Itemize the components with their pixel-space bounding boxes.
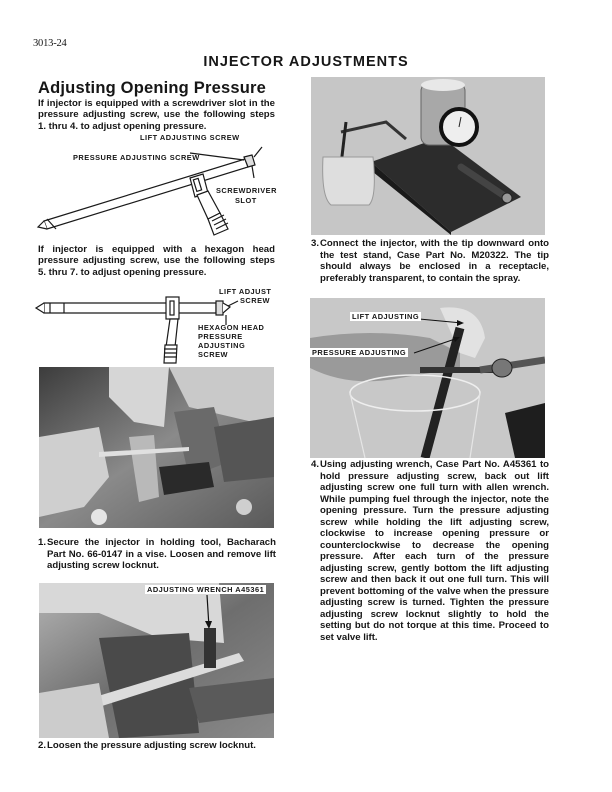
vise-photo-illustration <box>39 367 274 528</box>
photo-test-stand <box>311 77 545 235</box>
step-3 <box>311 238 549 284</box>
figure-screwdriver-injector <box>30 133 290 238</box>
label-hexagon-head: HEXAGON HEAD <box>198 323 265 332</box>
figure-hexagon-injector <box>30 285 290 367</box>
photo-injector-in-vise <box>39 367 274 528</box>
label-slot: SLOT <box>235 196 257 205</box>
step-1-text: Secure the injector in holding tool, Bacharach Part No. 66-0147 in a vise. Loosen and remove lift adjusting screw locknut. <box>47 537 276 571</box>
step-1-number: 1. <box>38 537 47 548</box>
step-4-number: 4. <box>311 459 320 470</box>
intro-screwdriver-paragraph: If injector is equipped with a screwdriver slot in the pressure adjusting screw, use the following steps 1. thru 4. to adjust opening pressure. <box>38 98 275 132</box>
label-lift-adjust: LIFT ADJUST <box>219 287 272 296</box>
page-title: INJECTOR ADJUSTMENTS <box>203 54 409 70</box>
page-number: 3013-24 <box>33 38 67 49</box>
step-2 <box>38 740 283 752</box>
step-2-text: Loosen the pressure adjusting screw locknut. <box>47 740 256 751</box>
label-adjusting-wrench: ADJUSTING WRENCH A45361 <box>147 585 265 594</box>
intro-hexagon-paragraph: If injector is equipped with a hexagon head pressure adjusting screw, use the following steps 5. thru 7. to adjust opening pressure. <box>38 244 275 278</box>
label-lift-adjust-screw: SCREW <box>240 296 271 305</box>
label-lift-adjusting: LIFT ADJUSTING <box>352 312 420 321</box>
step-2-number: 2. <box>38 740 47 751</box>
step-3-text: Connect the injector, with the tip downward onto the test stand, Case Part No. M20322. The tip should always be enclosed in a receptacle, preferably transparent, to contain the spray. <box>320 238 549 284</box>
wrench-photo-illustration <box>39 583 274 738</box>
label-hex-screw: SCREW <box>198 350 229 359</box>
step-3-number: 3. <box>311 238 320 249</box>
label-lift-adjusting-screw: LIFT ADJUSTING SCREW <box>140 133 240 142</box>
section-heading: Adjusting Opening Pressure <box>38 79 266 97</box>
label-screwdriver: SCREWDRIVER <box>216 186 277 195</box>
photo-adjusting-wrench <box>39 583 274 738</box>
test-stand-photo-illustration <box>311 77 545 235</box>
label-hex-pressure: PRESSURE <box>198 332 243 341</box>
injector-closeup-illustration <box>310 298 545 458</box>
step-4 <box>311 459 549 643</box>
photo-lift-pressure-adjusting <box>310 298 545 458</box>
label-pressure-adjusting-screw: PRESSURE ADJUSTING SCREW <box>73 153 200 162</box>
label-hex-adjusting: ADJUSTING <box>198 341 246 350</box>
label-pressure-adjusting: PRESSURE ADJUSTING <box>312 348 407 357</box>
step-4-text: Using adjusting wrench, Case Part No. A45361 to hold pressure adjusting screw, back out lift adjusting screw one full turn with allen wrench. While pumping fuel through the injector, note the opening pressure. Turn the pressure adjusting screw while holding the lift adjusting screw, clockwise to increase opening pressure or counterclockwise to decrease the opening pressure. After each turn of the pressure adjusting screw, gently bottom the lift adjusting screw and then back it out one full turn. This will prevent bottoming of the valve when the pressure adjusting screw is turned. Tighten the pressure adjusting screw locknut slightly to hold the setting but do not torque at this time. Proceed to set valve lift. <box>320 459 549 643</box>
step-1 <box>38 537 276 572</box>
